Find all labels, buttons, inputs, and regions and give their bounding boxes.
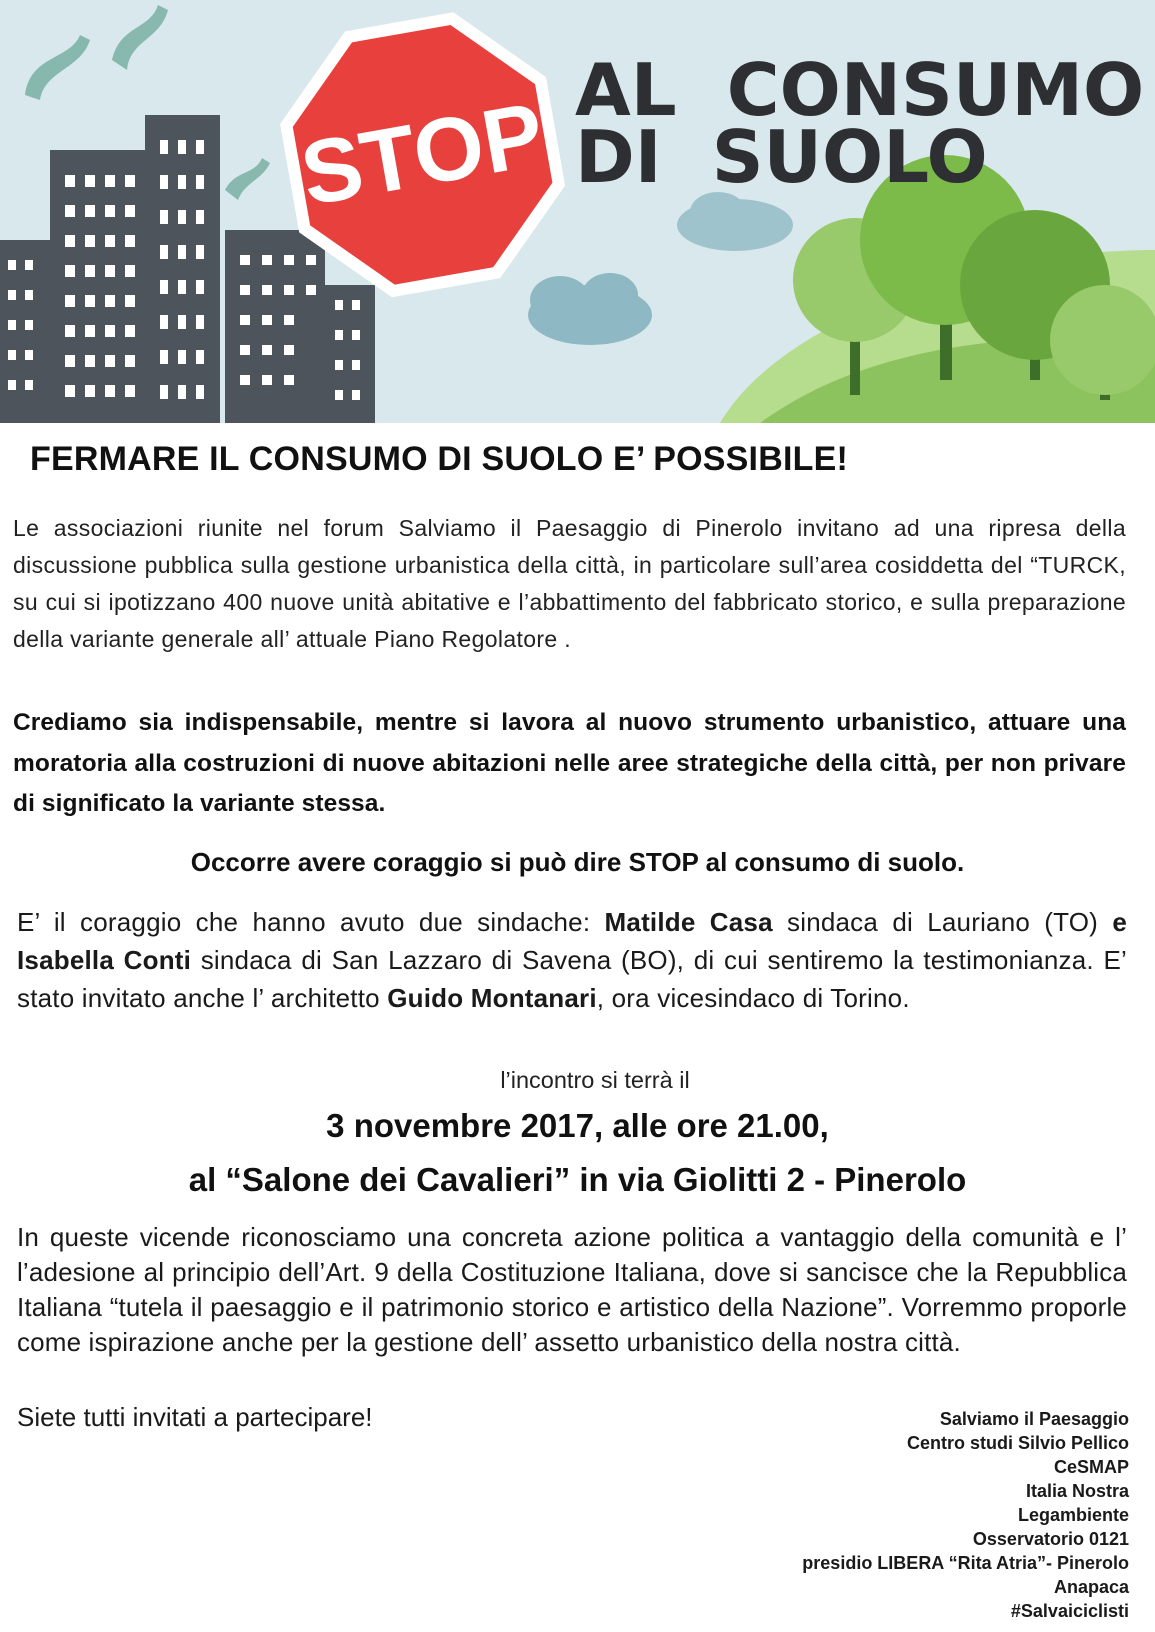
- signer: presidio LIBERA “Rita Atria”- Pinerolo: [802, 1553, 1129, 1573]
- signer: Osservatorio 0121: [972, 1529, 1129, 1549]
- signers-list: [802, 1407, 1129, 1623]
- banner-illustration: [0, 0, 1155, 423]
- event-intro: l’incontro si terrà il: [500, 1067, 690, 1093]
- speakers-text: sindaca di Lauriano (TO): [772, 907, 1113, 937]
- banner-title-line2: DI SUOLO: [575, 115, 988, 199]
- speakers-text: , ora vicesindaco di Torino.: [596, 983, 910, 1013]
- signer: Centro studi Silvio Pellico: [906, 1433, 1129, 1453]
- constitution-paragraph: In queste vicende riconosciamo una concreta azione politica a vantaggio della comunità e l’ l’adesione al principio dell’Art. 9 della Costituzione Italiana, dove si sancisce che la Repubblica Italiana “tutela il paesaggio e il patrimonio storico e artistico della Nazione”. Vorremmo proporle come ispirazione anche per la gestione dell’ assetto urbanistico della nostra città.: [17, 1222, 1127, 1357]
- invitation-text: Siete tutti invitati a partecipare!: [17, 1402, 373, 1432]
- event-place: al “Salone dei Cavalieri” in via Giolitti 2 - Pinerolo: [188, 1161, 967, 1198]
- speaker-name: Guido Montanari: [387, 983, 597, 1013]
- headline: FERMARE IL CONSUMO DI SUOLO E’ POSSIBILE!: [30, 440, 848, 478]
- speakers-text: E’ il coraggio che hanno avuto due sindache:: [17, 907, 605, 937]
- signer: Legambiente: [1017, 1505, 1129, 1525]
- signer: #Salvaiciclisti: [1010, 1601, 1129, 1621]
- signer: Italia Nostra: [1025, 1481, 1129, 1501]
- banner-title-line1: AL CONSUMO: [575, 48, 1145, 132]
- speakers-paragraph: [17, 903, 1127, 1017]
- event-date: 3 novembre 2017, alle ore 21.00,: [326, 1107, 829, 1144]
- signer: CeSMAP: [1053, 1457, 1129, 1477]
- speakers-text: sindaca di San Lazzaro di Savena (BO), di cui sentiremo la testimonianza. E’ stato invitato anche l’ architetto: [17, 945, 1127, 1013]
- cloud-icon: [528, 273, 652, 345]
- intro-paragraph: Le associazioni riunite nel forum Salviamo il Paesaggio di Pinerolo invitano ad una ripresa della discussione pubblica sulla gestione urbanistica della città, in particolare sull’area cosiddetta del “TURCK, su cui si ipotizzano 400 nuove unità abitative e l’abbattimento del fabbricato storico, e sulla preparazione della variante generale all’ attuale Piano Regolatore .: [13, 515, 1126, 652]
- speaker-name: e Isabella Conti: [17, 907, 1127, 975]
- moratorium-paragraph: Crediamo sia indispensabile, mentre si lavora al nuovo strumento urbanistico, attuare una moratoria alla costruzioni di nuove abitazioni nelle aree strategiche della città, per non privare di significato la variante stessa.: [13, 709, 1126, 817]
- stop-sign-text: STOP: [294, 84, 552, 226]
- header-banner: [0, 0, 1155, 423]
- signer: Anapaca: [1053, 1577, 1129, 1597]
- courage-statement: Occorre avere coraggio si può dire STOP al consumo di suolo.: [190, 847, 965, 877]
- speaker-name: Matilde Casa: [604, 907, 773, 937]
- signer: Salviamo il Paesaggio: [939, 1409, 1129, 1429]
